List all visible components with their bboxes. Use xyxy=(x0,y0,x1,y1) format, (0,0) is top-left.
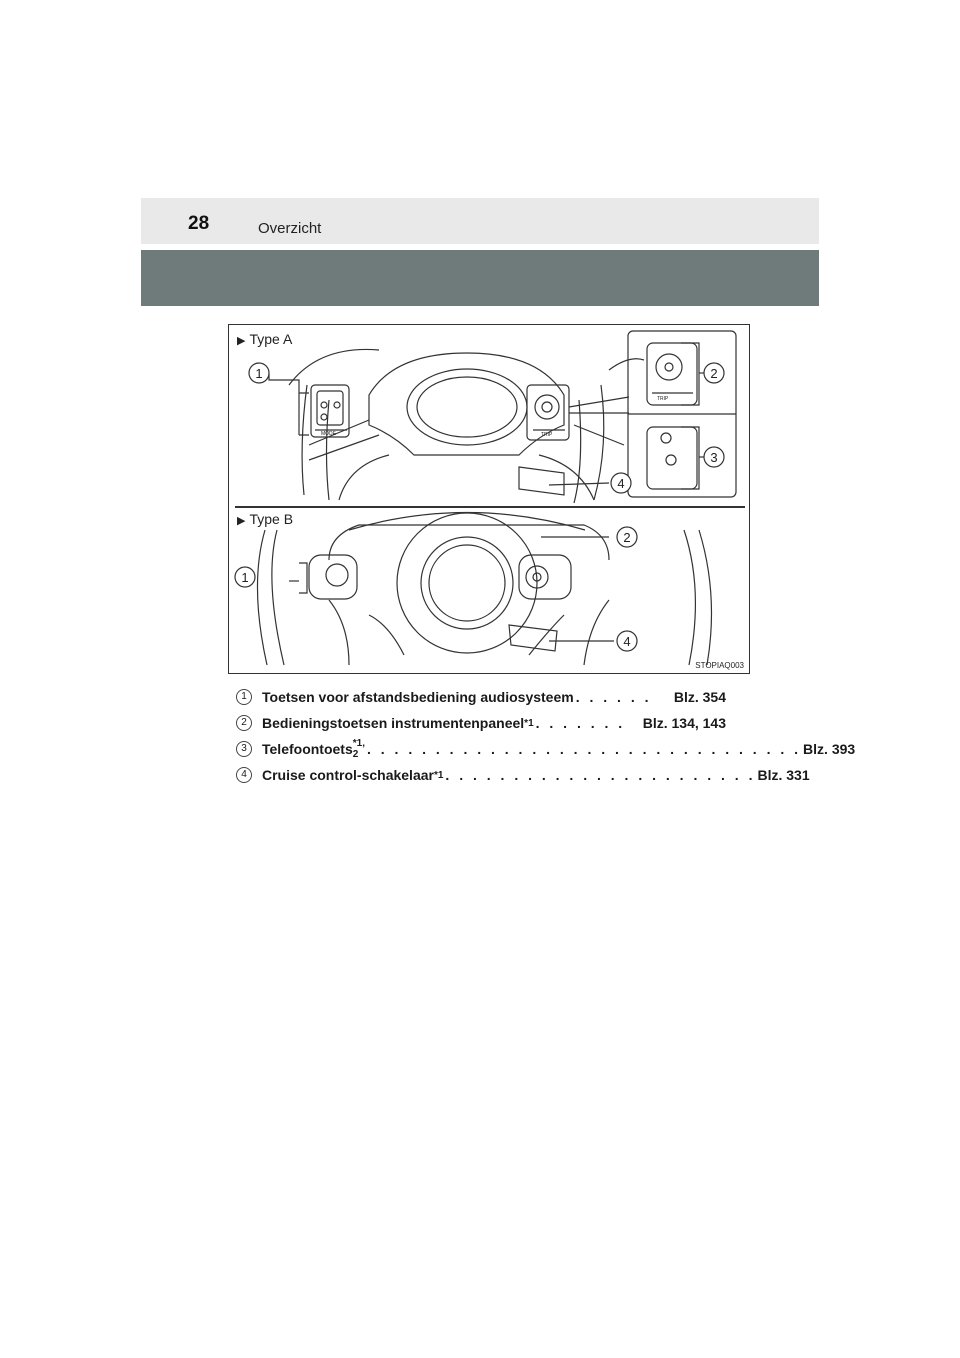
leader-dots: . . . . . . xyxy=(575,689,652,705)
type-a-label: ▶ Type A xyxy=(237,331,293,347)
callout-2b: 2 xyxy=(623,530,631,545)
page-reference[interactable]: Blz. 331 xyxy=(757,767,810,783)
list-item xyxy=(236,736,856,762)
footnote-mark: *1 xyxy=(433,769,444,781)
callout-1a: 1 xyxy=(255,366,263,381)
item-text: Bedieningstoetsen instrumentenpaneel xyxy=(262,715,525,731)
leader-dots: . . . . . . . xyxy=(535,715,626,731)
footnote-mark: *1, 2 xyxy=(352,738,365,760)
list-item xyxy=(236,762,810,788)
item-number: 2 xyxy=(236,715,252,731)
trip-label-small: TRIP xyxy=(541,432,553,438)
callout-3a: 3 xyxy=(710,450,718,465)
triangle-bullet-icon: ▶ xyxy=(237,335,246,347)
page-number: 28 xyxy=(188,213,210,234)
leader-dots: . . . . . . . . . . . . . . . . . . . . . . . . . . . . . . . . xyxy=(366,741,802,757)
legend-list xyxy=(236,684,856,788)
figure-id: STOPIAQ003 xyxy=(695,661,744,670)
page-reference[interactable]: Blz. 354 xyxy=(673,689,726,705)
callout-4a: 4 xyxy=(617,476,625,491)
footnote-mark: *1 xyxy=(524,717,534,729)
triangle-bullet-icon: ▶ xyxy=(237,515,246,527)
type-b-label: ▶ Type B xyxy=(237,511,294,527)
item-number: 4 xyxy=(236,767,252,783)
page-reference[interactable]: Blz. 134, 143 xyxy=(642,715,726,731)
list-item xyxy=(236,710,726,736)
item-text: Telefoontoets xyxy=(262,741,353,757)
section-title: Overzicht xyxy=(258,220,322,237)
leader-dots: . . . . . . . . . . . . . . . . . . . . . . . xyxy=(445,767,756,783)
steering-wheel-figure xyxy=(228,324,750,674)
steering-wheel-illustration xyxy=(229,325,751,675)
trip-label-inset: TRIP xyxy=(657,396,669,402)
item-text: Cruise control-schakelaar xyxy=(262,767,434,783)
header-band xyxy=(141,250,819,306)
item-number: 1 xyxy=(236,689,252,705)
header-bar xyxy=(141,198,819,244)
callout-1b: 1 xyxy=(241,570,249,585)
list-item xyxy=(236,684,726,710)
page-reference[interactable]: Blz. 393 xyxy=(803,741,856,757)
callout-4b: 4 xyxy=(623,634,631,649)
item-text: Toetsen voor afstandsbediening audiosysteem xyxy=(262,689,574,705)
mode-label: MODE xyxy=(321,431,336,437)
item-number: 3 xyxy=(236,741,252,757)
callout-2a: 2 xyxy=(710,366,718,381)
